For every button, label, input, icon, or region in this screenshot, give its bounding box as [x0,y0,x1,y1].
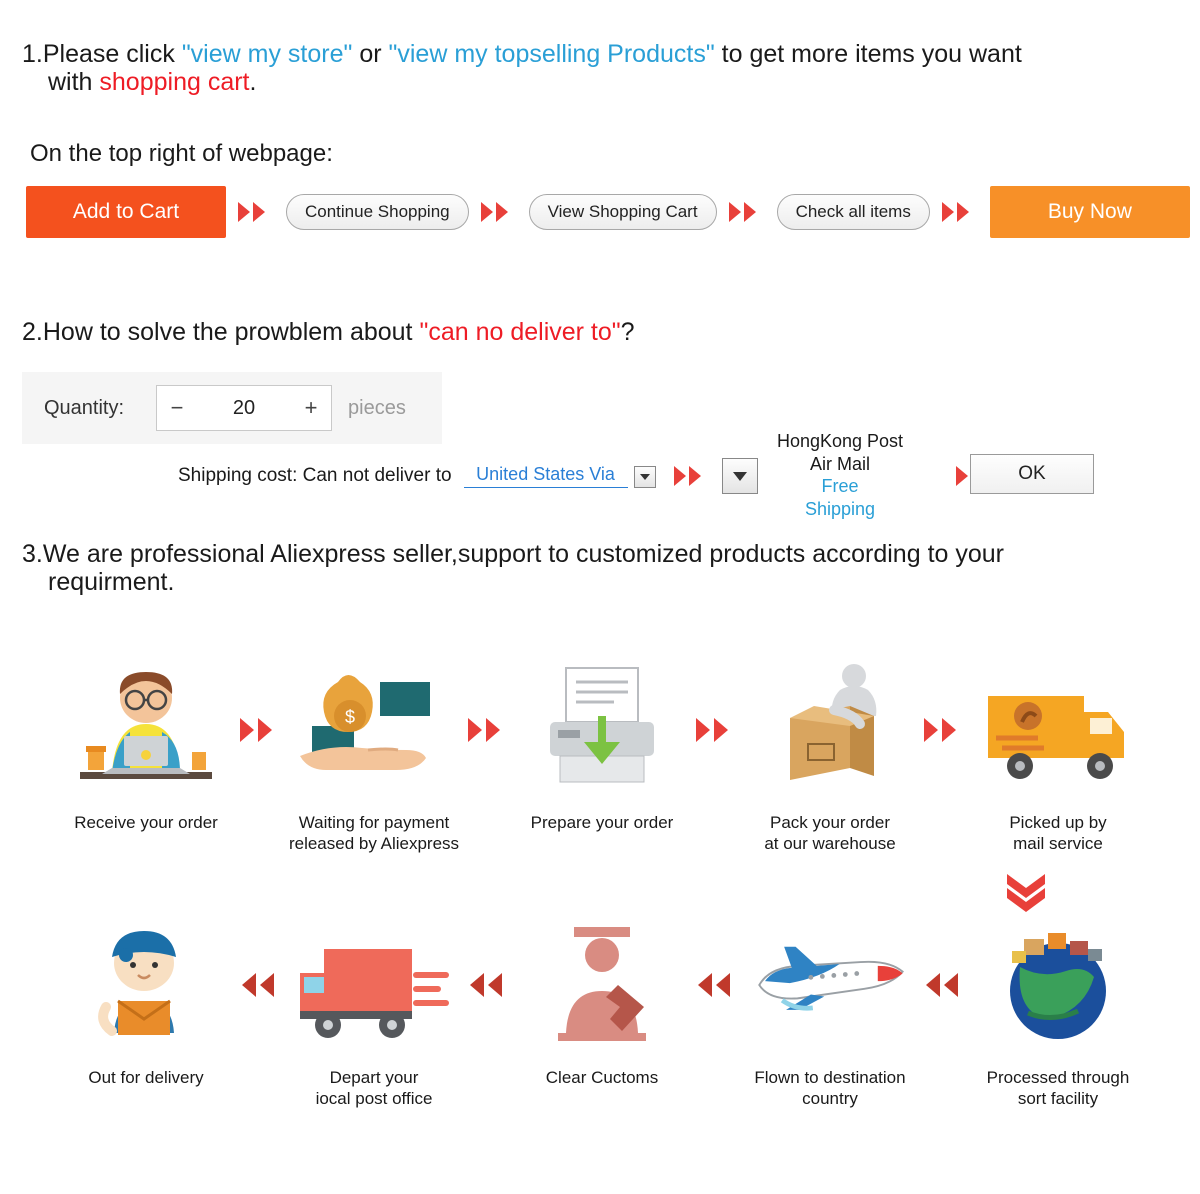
buy-now-button[interactable]: Buy Now [990,186,1190,238]
flow-caption-line-1: Flown to destination [754,1068,906,1087]
step-2-number: 2. [22,318,43,346]
step-1-line2-a: with [48,68,100,96]
chevron-left-icon [232,915,288,1055]
step-3-number: 3. [22,540,43,568]
country-select[interactable] [464,464,656,488]
flow-step [744,915,916,1110]
flow-caption-line-1: Depart your [329,1068,419,1087]
shipping-method-info [760,430,920,520]
flow-step [60,660,232,833]
hk-post-line-2: Air Mail [809,453,870,474]
chevron-right-icon [727,200,767,224]
globe-parcels-icon [972,915,1144,1055]
check-all-items-button[interactable]: Check all items [777,194,930,230]
step-1-text-b: or [352,40,389,68]
quantity-label: Quantity: [44,396,125,419]
chevron-right-icon [916,660,972,800]
step-2-text-b: ? [620,318,635,346]
step-2-text-a: How to solve the prowblem about [42,318,420,346]
mail-carrier-icon [60,915,232,1055]
step-3-line-1: We are professional Aliexpress seller,support to customized products according to your [42,540,1004,568]
chevron-left-icon [916,915,972,1055]
customs-officer-icon [516,915,688,1055]
flow-caption-line-1: Processed through [986,1068,1130,1087]
instruction-3 [22,540,1142,596]
flow-caption-line-2: mail service [1013,834,1103,854]
delivery-truck-icon [972,660,1144,800]
flow-step [288,915,460,1110]
step-1-number: 1. [22,40,43,68]
shopping-cart-emphasis: shopping cart [99,68,250,96]
chevron-left-icon [688,915,744,1055]
post-truck-icon [288,915,460,1055]
shipping-method-dropdown[interactable] [722,458,758,494]
flow-step [60,915,232,1088]
person-at-computer-icon [60,660,232,800]
hk-post-line-1: HongKong Post [776,431,904,451]
fulfillment-flow-row-2 [60,915,1150,1110]
chevron-down-icon[interactable] [634,466,656,488]
continue-shopping-button[interactable]: Continue Shopping [286,194,469,230]
flow-step [516,660,688,833]
chevron-left-icon [460,915,516,1055]
country-select-value[interactable]: United States Via [464,464,628,488]
chevron-right-icon [232,660,288,800]
step-1-text-c: to get more items you want [714,40,1022,68]
quantity-stepper[interactable] [156,385,332,431]
quantity-panel [22,372,442,444]
flow-caption-line-1: Pack your order [770,813,890,832]
instruction-2 [22,318,635,347]
flow-caption-line-1: Waiting for payment [298,813,450,832]
money-hand-icon [288,660,460,800]
flow-caption-line-1: Out for delivery [88,1068,204,1087]
top-right-hint: On the top right of webpage: [30,140,333,167]
ok-button[interactable]: OK [970,454,1094,494]
quantity-unit-label: pieces [348,396,406,419]
flow-step [288,660,460,855]
flow-caption-line-1: Clear Cuctoms [545,1068,659,1087]
fulfillment-flow-row-1 [60,660,1150,855]
chevron-down-icon [1003,872,1049,917]
chevron-right-icon [940,200,980,224]
chevron-right-icon [688,660,744,800]
flow-step [516,915,688,1088]
shipping-cost-label: Shipping cost: Can not deliver to [178,465,452,486]
step-3-line-2: requirment. [48,568,175,596]
chevron-right-icon [479,200,519,224]
flow-step [972,660,1144,855]
flow-caption-line-2: released by Aliexpress [288,834,460,854]
add-to-cart-button[interactable]: Add to Cart [26,186,226,238]
step-1-line2-b: . [249,68,257,96]
flow-caption-line-2: iocal post office [315,1089,433,1109]
flow-caption-line-1: Picked up by [1009,813,1107,832]
flow-caption-line-2: sort facility [1017,1089,1099,1109]
printer-document-icon [516,660,688,800]
quantity-increase-button[interactable]: + [304,395,318,420]
flow-caption-line-1: Prepare your order [530,813,674,832]
view-shopping-cart-button[interactable]: View Shopping Cart [529,194,717,230]
flow-caption-line-2: country [802,1089,858,1109]
instruction-1 [22,40,1172,96]
flow-caption-line-2: at our warehouse [764,834,896,854]
view-my-store-link[interactable]: "view my store" [181,40,353,68]
cannot-deliver-emphasis: "can no deliver to" [419,318,621,346]
flow-step [744,660,916,855]
flow-step [972,915,1144,1110]
chevron-right-icon [236,200,276,224]
svg-text:$: $ [344,707,356,727]
chevron-right-icon [672,464,712,488]
quantity-decrease-button[interactable]: − [170,395,184,420]
free-shipping-line-2: Shipping [804,498,876,519]
person-packing-box-icon [744,660,916,800]
step-1-text-a: Please click [42,40,182,68]
airplane-icon [744,915,916,1055]
view-topselling-products-link[interactable]: "view my topselling Products" [388,40,715,68]
checkout-button-flow [26,186,1190,238]
flow-caption-line-1: Receive your order [74,813,218,832]
free-shipping-line-1: Free [821,476,859,496]
chevron-right-icon [460,660,516,800]
quantity-input[interactable]: 20 [232,396,256,419]
